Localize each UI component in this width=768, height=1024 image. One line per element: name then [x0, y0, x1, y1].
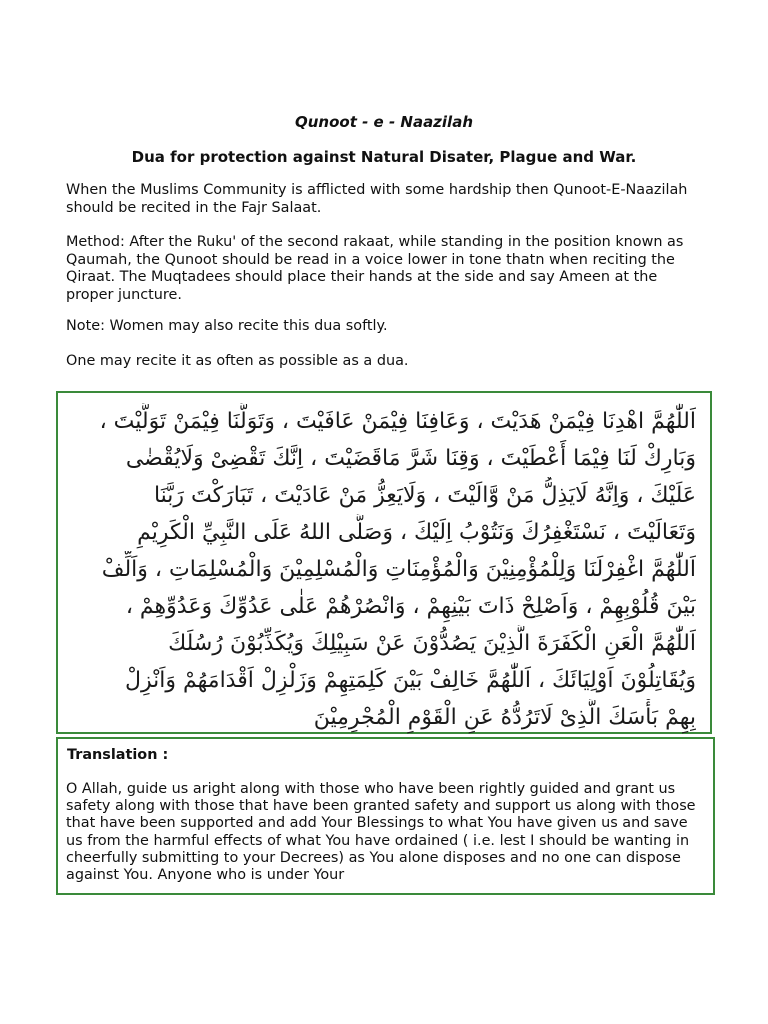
translation-text: O Allah, guide us aright along with those who have been rightly guided and grant us safety along with those that have been granted safety and support us along with those that have been supported and add Your Blessings to what You have given us and save us from the harmful effects of what You have ordained ( i.e. lest I should be wanting in cheerfully submitting to your Decrees) as You alone disposes and no one can dispose against You. Anyone who is under Your — [66, 781, 696, 884]
arabic-dua-line: وَتَعَالَيْتَ ، نَسْتَغْفِرُكَ وَنَتُوْبُ اِلَيْكَ ، وَصَلَّى اللهُ عَلَى النَّبِيِّ الْكَرِيْمِ — [137, 520, 696, 545]
method-paragraph: Method: After the Ruku' of the second rakaat, while standing in the position known as Qaumah, the Qunoot should be read in a voice lower in tone thatn when reciting the Qiraat. The Muqtadees should place their hands at the side and say Ameen at the proper juncture. — [66, 234, 684, 303]
arabic-dua-box — [56, 391, 712, 734]
arabic-dua-line: اَللّٰهُمَّ اغْفِرْلَنَا وَلِلْمُؤْمِنِيْنَ وَالْمُؤْمِنَاتِ وَالْمُسْلِمِيْنَ وَالْمُسْلِمَاتِ ، وَاَلِّفْ — [101, 557, 696, 582]
arabic-dua-line: بِهِمْ بَأْسَكَ الَّذِىْ لَاتَرُدُّهُ عَنِ الْقَوْمِ الْمُجْرِمِيْنَ — [313, 705, 696, 730]
arabic-dua-line: وَيُقَاتِلُوْنَ اَوْلِيَائَكَ ، اَللّٰهُمَّ خَالِفْ بَيْنَ كَلِمَتِهِمْ وَزَلْزِلْ اَقْدَامَهُمْ وَاَنْزِلْ — [125, 668, 696, 693]
note-paragraph: Note: Women may also recite this dua softly. — [66, 318, 388, 334]
arabic-dua-line: اَللّٰهُمَّ اهْدِنَا فِيْمَنْ هَدَيْتَ ، وَعَافِنَا فِيْمَنْ عَافَيْتَ ، وَتَوَلَّنَا فِيْمَنْ تَوَلَّيْتَ ، — [99, 409, 696, 434]
recitation-paragraph: One may recite it as often as possible as a dua. — [66, 353, 409, 369]
arabic-dua-text — [70, 403, 696, 736]
arabic-dua-line: اَللّٰهُمَّ الْعَنِ الْكَفَرَةَ الَّذِيْنَ يَصُدُّوْنَ عَنْ سَبِيْلِكَ وَيُكَذِّبُوْنَ رُسُلَكَ — [168, 631, 696, 656]
translation-box — [56, 737, 715, 895]
arabic-dua-line: عَلَيْكَ ، وَاِنَّهُ لَايَذِلُّ مَنْ وَّالَيْتَ ، وَلَايَعِزُّ مَنْ عَادَيْتَ ، تَبَارَكْتَ رَبَّنَا — [153, 483, 696, 508]
document-title: Qunoot - e - Naazilah — [294, 113, 473, 131]
arabic-dua-line: وَبَارِكْ لَنَا فِيْمَا أَعْطَيْتَ ، وَقِنَا شَرَّ مَاقَضَيْتَ ، اِنَّكَ تَقْضِىْ وَلَايُقْضٰى — [125, 446, 696, 471]
translation-label: Translation : — [67, 747, 169, 763]
document-subtitle: Dua for protection against Natural Disater, Plague and War. — [131, 148, 637, 166]
intro-paragraph: When the Muslims Community is afflicted with some hardship then Qunoot-E-Naazilah should be recited in the Fajr Salaat. — [66, 182, 688, 216]
arabic-dua-line: بَيْنَ قُلُوْبِهِمْ ، وَاَصْلِحْ ذَاتَ بَيْنِهِمْ ، وَانْصُرْهُمْ عَلٰى عَدُوِّكَ وَعَدُوِّهِمْ ، — [125, 594, 696, 619]
